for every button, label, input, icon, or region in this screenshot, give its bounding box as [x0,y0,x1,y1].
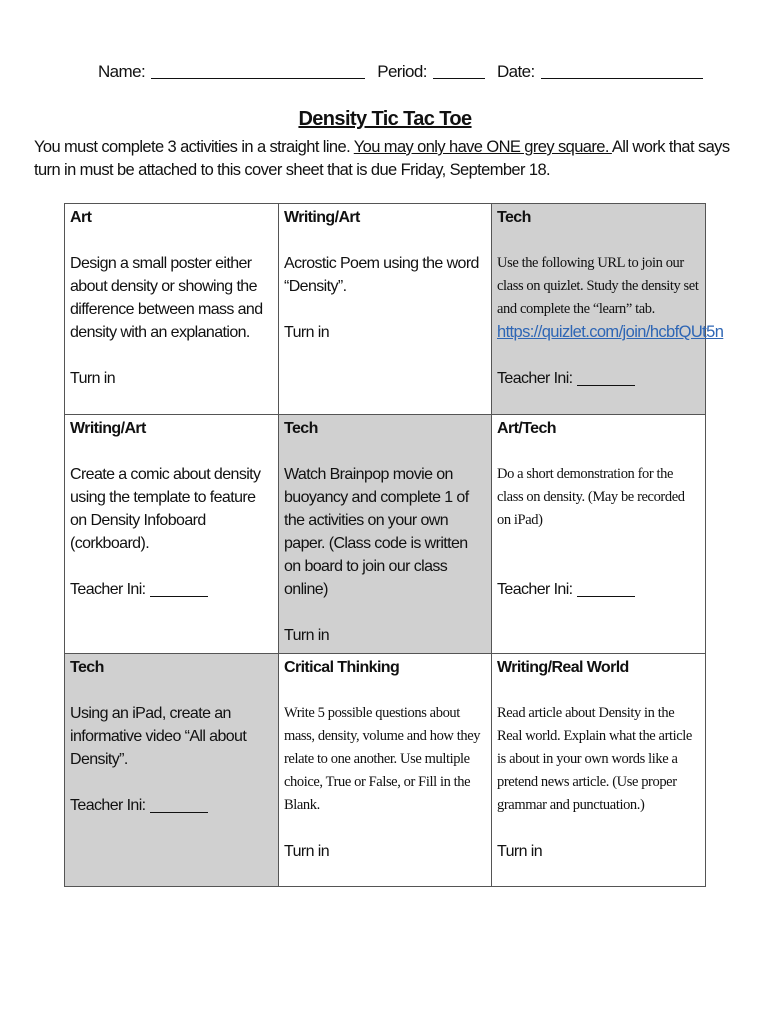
cell-description: Using an iPad, create an informative video “All about Density”. [70,705,247,768]
cell-description: Use the following URL to join our class on quizlet. Study the density set and complete the “learn” tab. [497,255,699,317]
tic-tac-toe-grid [64,203,724,887]
teacher-initials-label: Teacher Ini: [70,581,146,598]
period-field[interactable] [377,60,485,82]
name-label: Name: [98,62,146,81]
cell-writing-real-world [492,654,706,887]
period-blank[interactable] [433,60,485,79]
cell-writing-art-acrostic [279,204,492,415]
turn-in-label: Turn in [284,324,330,341]
teacher-initials-label: Teacher Ini: [497,581,573,598]
teacher-initials-blank[interactable] [150,796,208,813]
cell-tech-quizlet [492,204,724,415]
name-blank[interactable] [151,60,365,79]
cell-title: Writing/Art [70,420,146,437]
teacher-initials-blank[interactable] [577,369,635,386]
cell-title: Critical Thinking [284,659,400,676]
teacher-initials [497,367,700,390]
cell-description: Design a small poster either about density or showing the difference between mass and density with an explanation. [70,255,263,341]
teacher-initials [70,794,273,817]
cell-tech-brainpop [279,415,492,654]
cell-description: Read article about Density in the Real world. Explain what the article is about in your own words like a pretend news article. (Use proper grammar and punctuation.) [497,705,692,813]
date-field[interactable] [497,60,703,82]
quizlet-link[interactable]: https://quizlet.com/join/hcbfQUt5n [497,323,724,341]
period-label: Period: [377,62,427,81]
instructions [34,136,744,182]
instructions-part1: You must complete 3 activities in a straight line. [34,138,354,156]
date-label: Date: [497,62,535,81]
cell-writing-art-comic [65,415,279,654]
turn-in-label: Turn in [284,627,330,644]
date-blank[interactable] [541,60,703,79]
cell-art [65,204,279,415]
teacher-initials-label: Teacher Ini: [497,370,573,387]
teacher-initials-blank[interactable] [150,580,208,597]
cell-description: Do a short demonstration for the class on density. (May be recorded on iPad) [497,466,685,528]
grid-row-1 [65,204,706,415]
instructions-part2: All work that says turn in must be attached to this cover sheet that is due Friday, September 18. [34,138,730,179]
student-info-line [98,60,703,82]
teacher-initials-label: Teacher Ini: [70,797,146,814]
cell-tech-video [65,654,279,887]
cell-description: Create a comic about density using the template to feature on Density Infoboard (corkboard). [70,466,261,552]
cell-description: Watch Brainpop movie on buoyancy and complete 1 of the activities on your own paper. (Class code is written on board to join our class online) [284,466,469,598]
cell-title: Tech [70,659,104,676]
cell-description: Write 5 possible questions about mass, density, volume and how they relate to one another. Use multiple choice, True or False, or Fill in the Blank. [284,705,481,813]
cell-art-tech [492,415,706,654]
cell-title: Tech [497,209,531,226]
teacher-initials-blank[interactable] [577,580,635,597]
name-field[interactable] [98,60,365,82]
cell-title: Writing/Art [284,209,360,226]
cell-title: Art [70,209,92,226]
page-title: Density Tic Tac Toe [298,108,472,130]
grid-row-2 [65,415,706,654]
cell-title: Art/Tech [497,420,556,437]
cell-title: Tech [284,420,318,437]
cell-description: Acrostic Poem using the word “Density”. [284,255,479,295]
cell-title: Writing/Real World [497,659,629,676]
turn-in-label: Turn in [497,843,543,860]
cell-critical-thinking [279,654,492,887]
turn-in-label: Turn in [284,843,330,860]
teacher-initials [497,578,700,601]
grid-row-3 [65,654,706,887]
teacher-initials [70,578,273,601]
turn-in-label: Turn in [70,370,116,387]
instructions-grey-rule: You may only have ONE grey square. [353,138,612,156]
